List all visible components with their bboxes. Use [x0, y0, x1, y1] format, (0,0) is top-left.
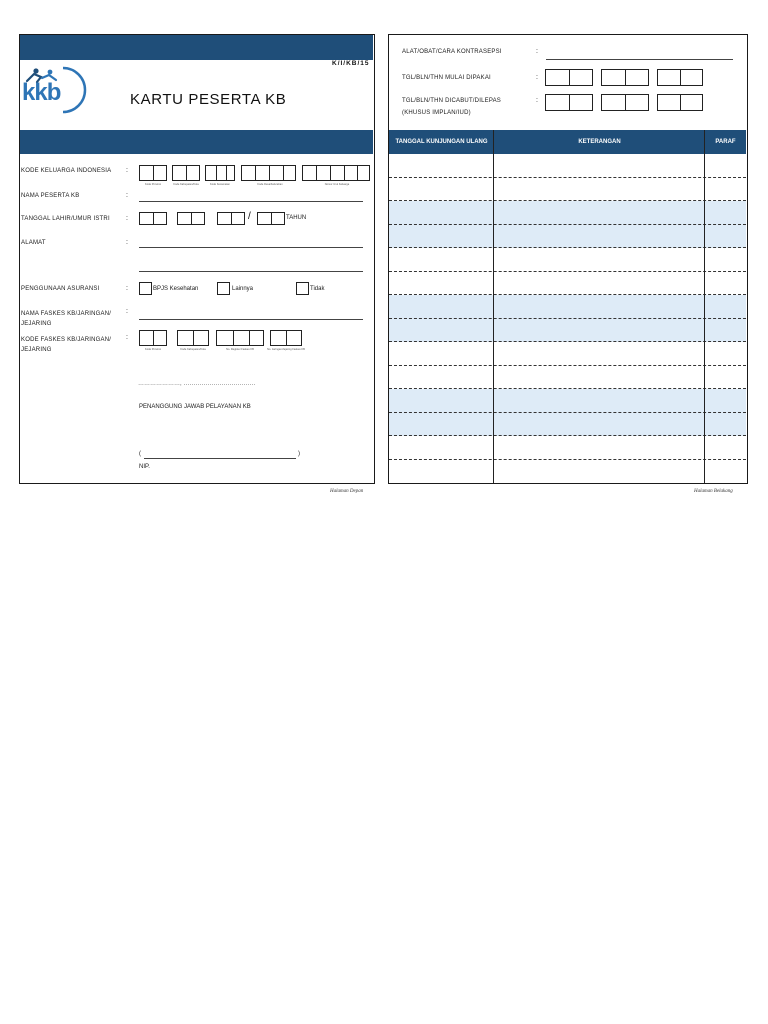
header-tanggal: TANGGAL KUNJUNGAN ULANG — [395, 139, 488, 145]
back-card — [388, 34, 748, 484]
signature-line[interactable] — [144, 458, 296, 459]
kkb-logo — [20, 65, 90, 115]
tanggal-boxes[interactable] — [139, 212, 167, 225]
tahun-label: TAHUN — [286, 215, 307, 221]
dicabut-tanggal-boxes[interactable] — [545, 94, 593, 111]
mulai-bulan-boxes[interactable] — [601, 69, 649, 86]
date-slash: / — [248, 211, 251, 222]
colon: : — [126, 334, 128, 341]
umur-boxes[interactable] — [257, 212, 285, 225]
caption: Nomor Urut Keluarga — [324, 183, 350, 186]
header-paraf: PARAF — [715, 139, 736, 145]
option-bpjs: BPJS Kesehatan — [153, 286, 199, 292]
mulai-tanggal-boxes[interactable] — [545, 69, 593, 86]
checkbox-lainnya[interactable] — [217, 282, 230, 295]
colon: : — [126, 167, 128, 174]
dicabut-bulan-boxes[interactable] — [601, 94, 649, 111]
table-row[interactable] — [389, 201, 746, 225]
front-top-band — [20, 35, 373, 60]
table-row[interactable] — [389, 248, 746, 272]
logo-text: kkb — [22, 79, 61, 106]
alamat-line-1[interactable] — [139, 247, 363, 248]
table-divider — [704, 130, 705, 483]
table-row[interactable] — [389, 342, 746, 366]
faskes-register-boxes[interactable] — [216, 330, 264, 346]
label-dicabut: TGL/BLN/THN DICABUT/DILEPAS — [402, 98, 501, 104]
bulan-boxes[interactable] — [177, 212, 205, 225]
colon: : — [126, 308, 128, 315]
caption: Kode Kabupaten/Kota — [180, 348, 206, 351]
kode-kabupaten-boxes[interactable] — [172, 165, 200, 181]
label-asuransi: PENGGUNAAN ASURANSI — [21, 286, 100, 292]
colon: : — [126, 239, 128, 246]
table-row[interactable] — [389, 460, 746, 484]
card-code: K/I/KB/15 — [332, 60, 370, 67]
colon: : — [536, 97, 538, 104]
colon: : — [536, 74, 538, 81]
mulai-tahun-boxes[interactable] — [657, 69, 703, 86]
colon: : — [126, 192, 128, 199]
option-lainnya: Lainnya — [232, 286, 254, 292]
table-row[interactable] — [389, 436, 746, 460]
label-kode-keluarga: KODE KELUARGA INDONESIA — [21, 168, 112, 174]
label-mulai: TGL/BLN/THN MULAI DIPAKAI — [402, 75, 491, 81]
option-tidak: Tidak — [310, 286, 325, 292]
dicabut-tahun-boxes[interactable] — [657, 94, 703, 111]
table-row[interactable] — [389, 295, 746, 319]
nama-faskes-line[interactable] — [139, 319, 363, 320]
faskes-provinsi-boxes[interactable] — [139, 330, 167, 346]
table-row[interactable] — [389, 178, 746, 202]
signature-place-date[interactable]: …………………, ……………………………… — [138, 381, 256, 387]
front-footer: Halaman Depan — [330, 489, 364, 494]
alat-line[interactable] — [546, 59, 733, 60]
caption: Kode Kecamatan — [210, 183, 230, 186]
table-row[interactable] — [389, 319, 746, 343]
caption: Kode Provinsi — [144, 348, 161, 351]
responsible-title: PENANGGUNG JAWAB PELAYANAN KB — [139, 404, 251, 410]
table-divider — [493, 130, 494, 483]
front-card — [19, 34, 375, 484]
label-alat: ALAT/OBAT/CARA KONTRASEPSI — [402, 49, 502, 55]
caption: No. Register Faskes KB — [226, 348, 254, 351]
nomor-urut-boxes[interactable] — [302, 165, 370, 181]
label-kode-faskes: KODE FASKES KB/JARINGAN/ JEJARING — [21, 337, 112, 353]
kode-provinsi-boxes[interactable] — [139, 165, 167, 181]
front-mid-band — [20, 130, 373, 154]
table-row[interactable] — [389, 272, 746, 296]
label-nama-faskes: NAMA FASKES KB/JARINGAN/ JEJARING — [21, 311, 112, 327]
colon: : — [536, 48, 538, 55]
alamat-line-2[interactable] — [139, 271, 363, 272]
checkbox-tidak[interactable] — [296, 282, 309, 295]
caption: Kode Desa/Kelurahan — [257, 183, 283, 186]
kode-desa-boxes[interactable] — [241, 165, 296, 181]
checkbox-bpjs[interactable] — [139, 282, 152, 295]
signature-close: ) — [298, 451, 300, 457]
faskes-kabupaten-boxes[interactable] — [177, 330, 209, 346]
table-row[interactable] — [389, 413, 746, 437]
caption: Kode Provinsi — [144, 183, 161, 186]
table-row[interactable] — [389, 154, 746, 178]
kode-kecamatan-boxes[interactable] — [205, 165, 235, 181]
faskes-jaringan-boxes[interactable] — [270, 330, 302, 346]
table-row[interactable] — [389, 389, 746, 413]
label-nama-peserta: NAMA PESERTA KB — [21, 193, 80, 199]
table-body — [389, 154, 746, 483]
colon: : — [126, 215, 128, 222]
back-footer: Halaman Belakang — [694, 489, 733, 494]
label-alamat: ALAMAT — [21, 240, 46, 246]
label-dicabut-note: (KHUSUS IMPLAN/IUD) — [402, 110, 471, 116]
table-row[interactable] — [389, 225, 746, 249]
card-title: KARTU PESERTA KB — [130, 91, 287, 108]
nip-label: NIP. — [139, 464, 150, 470]
colon: : — [126, 285, 128, 292]
label-tanggal-lahir: TANGGAL LAHIR/UMUR ISTRI — [21, 216, 110, 222]
header-keterangan: KETERANGAN — [578, 139, 621, 145]
nama-peserta-line[interactable] — [139, 201, 363, 202]
table-row[interactable] — [389, 366, 746, 390]
tahun-lahir-boxes[interactable] — [217, 212, 245, 225]
caption: Kode Kabupaten/Kota — [173, 183, 199, 186]
caption: No. Jaringan/Jejaring Faskes KB — [267, 348, 305, 351]
signature-open: ( — [139, 451, 141, 457]
